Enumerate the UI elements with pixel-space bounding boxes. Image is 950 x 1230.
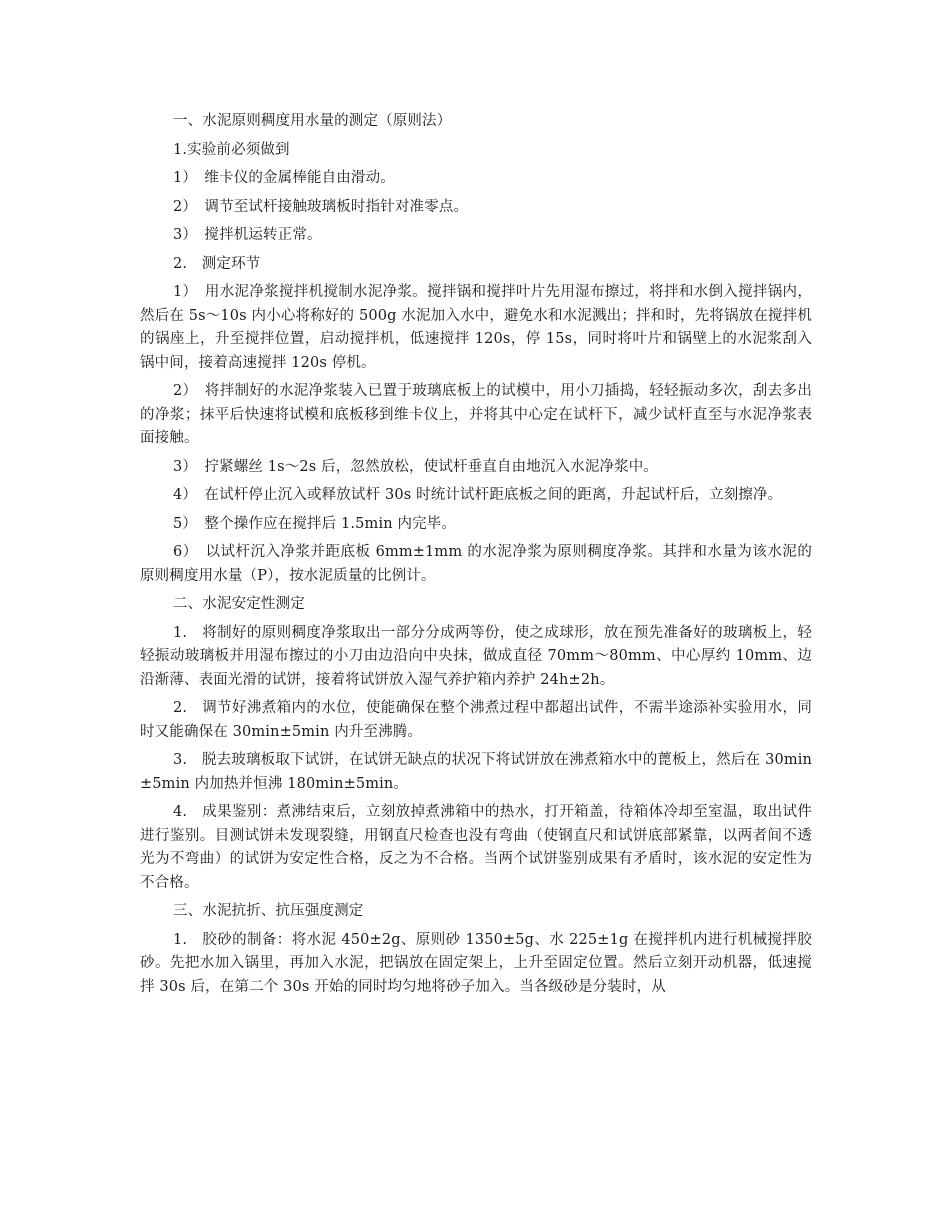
heading-section-2: 二、水泥安定性测定 — [173, 596, 305, 612]
heading-section-3: 三、水泥抗折、抗压强度测定 — [173, 903, 364, 919]
document-body — [140, 110, 812, 1004]
list-item: 1. 胶砂的制备：将水泥 450±2g、原则砂 1350±5g、水 225±1g 在搅拌机内进行机械搅拌胶砂。先把水加入锅里，再加入水泥，把锅放在固定架上，上升至固定位置。然后立刻开动机器，低速搅拌 30s 后，在第二个 30s 开始的同时均匀地将砂子加入。当各级砂是分装时，从 — [140, 931, 812, 995]
list-item: 1） 维卡仪的金属棒能自由滑动。 — [173, 170, 395, 186]
subheading-prerequisites: 1.实验前必须做到 — [173, 141, 290, 158]
list-item: 2） 将拌制好的水泥净浆装入已置于玻璃底板上的试模中，用小刀插捣，轻轻振动多次，刮去多出的净浆；抹平后快速将试模和底板移到维卡仪上，并将其中心定在试杆下，减少试杆直至与水泥净浆表面接触。 — [140, 383, 812, 446]
subheading-procedure: 2. 测定环节 — [173, 255, 261, 272]
list-item: 4. 成果鉴别：煮沸结束后，立刻放掉煮沸箱中的热水，打开箱盖，待箱体冷却至室温，取出试件进行鉴别。目测试饼未发现裂缝，用钢直尺检查也没有弯曲（使钢直尺和试饼底部紧靠，以两者间不透光为不弯曲）的试饼为安定性合格，反之为不合格。当两个试饼鉴别成果有矛盾时，该水泥的安定性为不合格。 — [140, 804, 812, 891]
list-item: 3. 脱去玻璃板取下试饼，在试饼无缺点的状况下将试饼放在沸煮箱水中的蓖板上，然后在 30min±5min 内加热并恒沸 180min±5min。 — [140, 752, 812, 792]
list-item: 3） 搅拌机运转正常。 — [173, 227, 322, 243]
list-item: 2. 调节好沸煮箱内的水位，使能确保在整个沸煮过程中都超出试件，不需半途添补实验用水，同时又能确保在 30min±5min 内升至沸腾。 — [140, 700, 812, 740]
list-item: 2） 调节至试杆接触玻璃板时指针对准零点。 — [173, 198, 469, 215]
list-item: 1. 将制好的原则稠度净浆取出一部分分成两等份，使之成球形，放在预先准备好的玻璃板上，轻轻振动玻璃板并用湿布擦过的小刀由边沿向中央抹，做成直径 70mm～80mm、中心厚约 10mm、边沿渐薄、表面光滑的试饼，接着将试饼放入湿气养护箱内养护 24h±2h。 — [140, 624, 812, 688]
heading-section-1: 一、水泥原则稠度用水量的测定（原则法） — [173, 113, 452, 129]
list-item: 4） 在试杆停止沉入或释放试杆 30s 时统计试杆距底板之间的距离，升起试杆后，立刻擦净。 — [173, 487, 783, 503]
list-item: 5） 整个操作应在搅拌后 1.5min 内完毕。 — [173, 515, 457, 532]
list-item: 6） 以试杆沉入净浆并距底板 6mm±1mm 的水泥净浆为原则稠度净浆。其拌和水量为该水泥的原则稠度用水量（P），按水泥质量的比例计。 — [140, 544, 812, 584]
list-item: 1） 用水泥净浆搅拌机搅制水泥净浆。搅拌锅和搅拌叶片先用湿布擦过，将拌和水倒入搅拌锅内，然后在 5s～10s 内小心将称好的 500g 水泥加入水中，避免水和水泥溅出；拌和时，先将锅放在搅拌机的锅座上，升至搅拌位置，启动搅拌机，低速搅拌 120s，停 15s，同时将叶片和锅壁上的水泥浆刮入锅中间，接着高速搅拌 120s 停机。 — [140, 284, 812, 371]
list-item: 3） 拧紧螺丝 1s～2s 后，忽然放松，使试杆垂直自由地沉入水泥净浆中。 — [173, 458, 659, 475]
